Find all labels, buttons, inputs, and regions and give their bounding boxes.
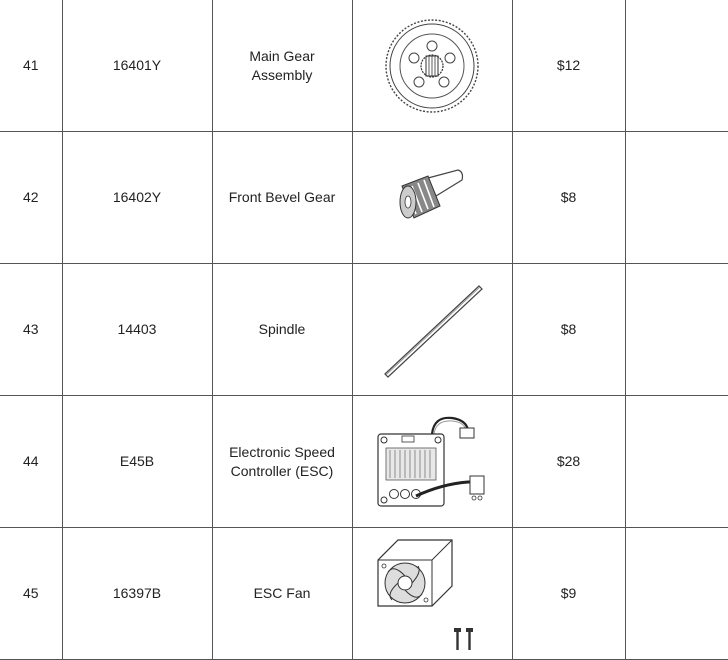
table-row	[0, 132, 728, 264]
esc-icon	[372, 412, 492, 512]
part-number: 16401Y	[62, 0, 212, 132]
bevel-gear-icon	[392, 166, 472, 230]
spindle-icon	[377, 280, 487, 380]
price: $8	[512, 264, 625, 396]
table-row	[0, 264, 728, 396]
extra-cell	[625, 0, 728, 132]
fan-icon	[372, 534, 492, 654]
table-row	[0, 0, 728, 132]
table-row	[0, 396, 728, 528]
main-gear-icon	[382, 16, 482, 116]
part-image-cell	[352, 0, 512, 132]
item-number: 41	[0, 0, 62, 132]
item-number: 42	[0, 132, 62, 264]
price: $8	[512, 132, 625, 264]
part-description-text: Spindle	[258, 321, 306, 337]
part-number: 16397B	[62, 528, 212, 660]
part-description-text: ESC Fan	[253, 585, 311, 601]
part-description	[212, 396, 352, 528]
price: $12	[512, 0, 625, 132]
extra-cell	[625, 528, 728, 660]
part-description	[212, 132, 352, 264]
part-image-cell	[352, 528, 512, 660]
part-description	[212, 0, 352, 132]
extra-cell	[625, 396, 728, 528]
extra-cell	[625, 132, 728, 264]
part-description-text: Main Gear Assembly	[249, 47, 315, 83]
part-description-text: Front Bevel Gear	[228, 189, 336, 205]
part-image-cell	[352, 264, 512, 396]
extra-cell	[625, 264, 728, 396]
item-number: 45	[0, 528, 62, 660]
item-number: 44	[0, 396, 62, 528]
part-number: 14403	[62, 264, 212, 396]
price: $9	[512, 528, 625, 660]
part-number: 16402Y	[62, 132, 212, 264]
part-description	[212, 528, 352, 660]
part-description	[212, 264, 352, 396]
part-image-cell	[352, 396, 512, 528]
price: $28	[512, 396, 625, 528]
part-description-text: Electronic Speed Controller (ESC)	[229, 443, 335, 479]
item-number: 43	[0, 264, 62, 396]
table-row	[0, 528, 728, 660]
part-image-cell	[352, 132, 512, 264]
part-number: E45B	[62, 396, 212, 528]
